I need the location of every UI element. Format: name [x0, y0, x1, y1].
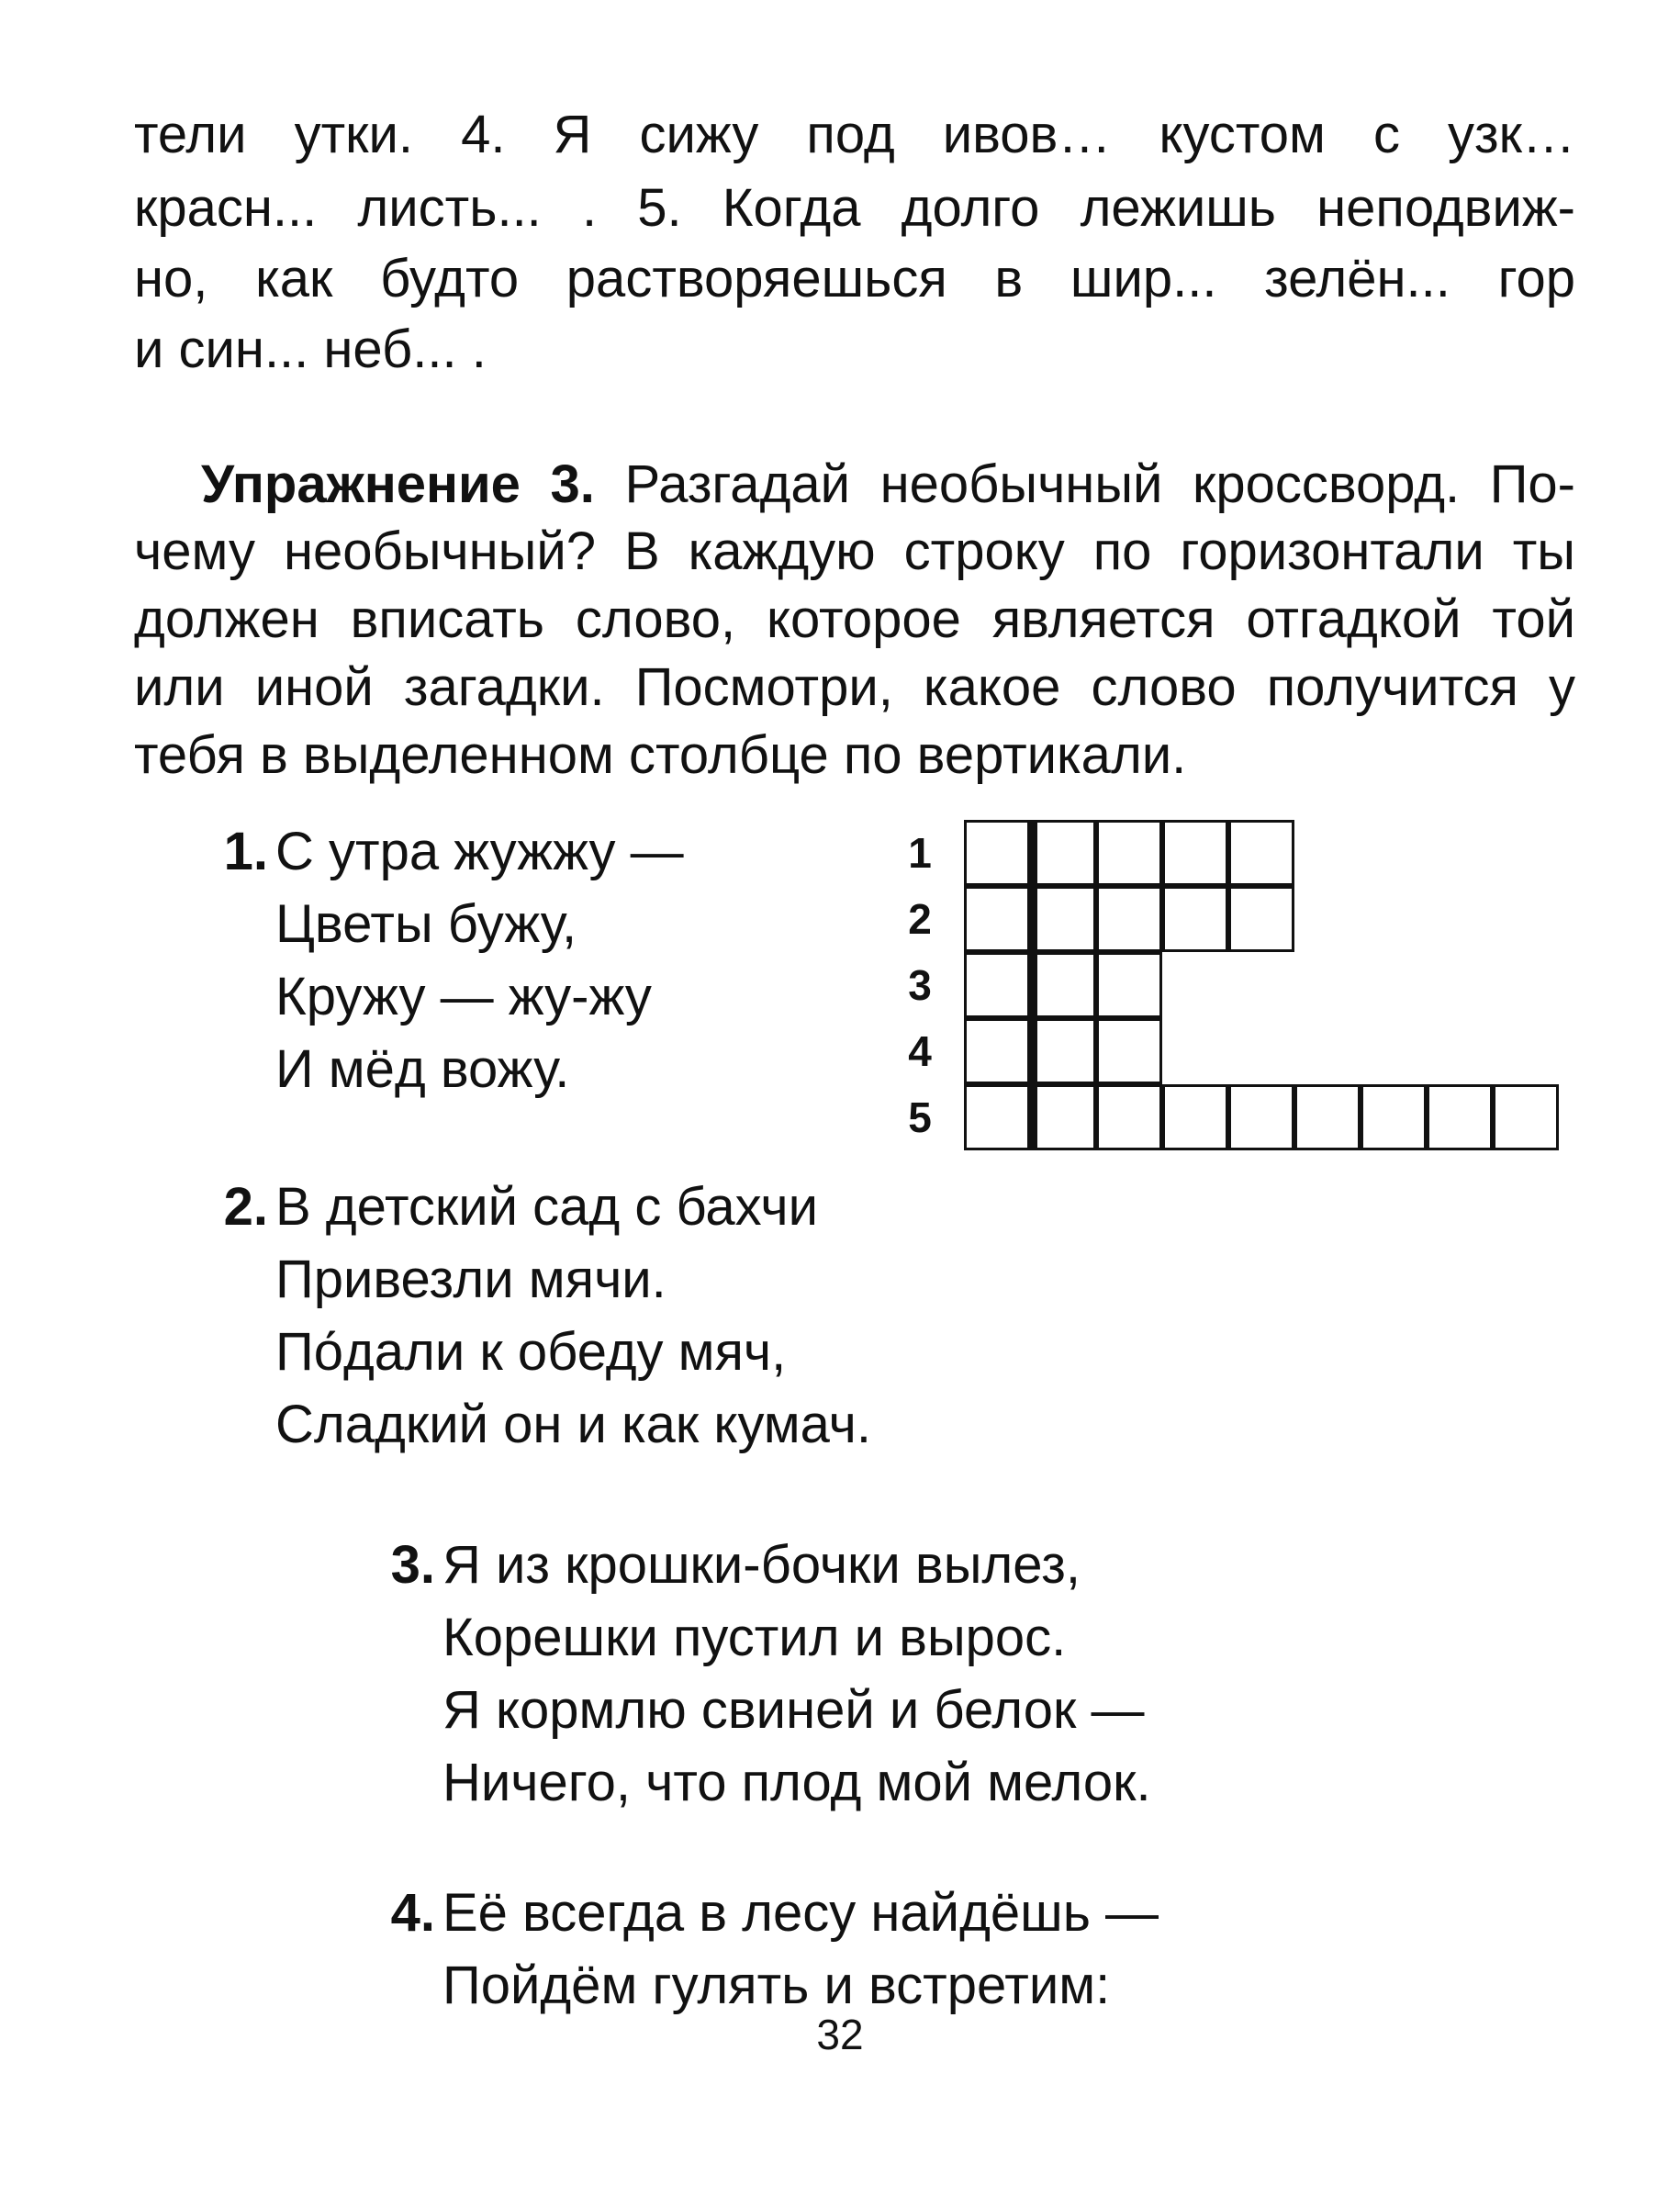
- exercise-line-2: чему необычный? В каждую строку по горизонтали ты: [134, 521, 1575, 581]
- exercise-line-4: или иной загадки. Посмотри, какое слово получится у: [134, 657, 1575, 717]
- riddle-number: 4.: [390, 1883, 435, 1943]
- riddle-line: С утра жужжу —: [275, 822, 684, 881]
- crossword-cell: [964, 820, 1030, 886]
- crossword-cell: [1030, 1018, 1096, 1084]
- crossword-cell: [1162, 820, 1228, 886]
- crossword-cell: [964, 886, 1030, 952]
- crossword-cell: [1096, 1084, 1162, 1150]
- exercise-line-3: должен вписать слово, которое является отгадкой той: [134, 589, 1575, 649]
- page-number: 32: [816, 2011, 864, 2058]
- crossword-cell: [1228, 1084, 1294, 1150]
- crossword-row-number: 3: [908, 961, 932, 1009]
- riddle-line: Пойдём гулять и встретим:: [442, 1956, 1111, 2015]
- crossword-row-number: 2: [908, 895, 932, 943]
- exercise-line-1-text: Разгадай необычный кроссворд. По-: [624, 454, 1575, 514]
- riddle-line: По́дали к обеду мяч,: [275, 1322, 787, 1382]
- crossword-cell: [1096, 886, 1162, 952]
- crossword-cell: [1493, 1084, 1559, 1150]
- riddle-number: 2.: [223, 1177, 268, 1237]
- crossword-row-number: 1: [908, 829, 932, 877]
- riddle-line: Ничего, что плод мой мелок.: [442, 1753, 1151, 1812]
- riddle-number: 3.: [390, 1535, 435, 1595]
- riddle-3: [390, 1529, 1151, 1819]
- crossword-cell: [1030, 886, 1096, 952]
- crossword-cell: [1030, 820, 1096, 886]
- riddle-4: [390, 1877, 1159, 2022]
- crossword-row-number: 4: [908, 1027, 932, 1075]
- crossword-cell: [1096, 820, 1162, 886]
- crossword-cell: [1228, 886, 1294, 952]
- exercise-line-1: [201, 450, 1575, 520]
- riddle-line: Её всегда в лесу найдёшь —: [442, 1883, 1159, 1943]
- crossword-cell: [964, 1084, 1030, 1150]
- crossword-cell: [1096, 1018, 1162, 1084]
- riddle-line: Сладкий он и как кумач.: [275, 1395, 871, 1454]
- riddle-line: Кружу — жу-жу: [275, 967, 652, 1026]
- riddle-line: И мёд вожу.: [275, 1039, 570, 1099]
- crossword-cell: [1228, 820, 1294, 886]
- intro-line-2: красн... листь... . 5. Когда долго лежишь неподвиж-: [134, 178, 1575, 238]
- exercise-line-5: тебя в выделенном столбце по вертикали.: [134, 725, 1187, 785]
- crossword-cell: [1096, 952, 1162, 1018]
- riddle-line: Я кормлю свиней и белок —: [442, 1680, 1145, 1740]
- riddle-line: Я из крошки-бочки вылез,: [442, 1535, 1081, 1595]
- riddle-line: Привезли мячи.: [275, 1250, 666, 1309]
- riddle-2: [223, 1171, 871, 1461]
- exercise-title: Упражнение 3.: [201, 454, 595, 514]
- riddle-line: В детский сад с бахчи: [275, 1177, 818, 1237]
- crossword-cell: [1162, 1084, 1228, 1150]
- riddle-number: 1.: [223, 822, 268, 881]
- riddle-line: Цветы бужу,: [275, 894, 577, 954]
- crossword-cell: [964, 952, 1030, 1018]
- crossword-cell: [1030, 1084, 1096, 1150]
- crossword-cell: [1162, 886, 1228, 952]
- intro-line-1: тели утки. 4. Я сижу под ивов… кустом с узк…: [134, 105, 1575, 164]
- crossword-cell: [1427, 1084, 1493, 1150]
- intro-line-3: но, как будто растворяешься в шир... зелён... гор: [134, 249, 1575, 308]
- crossword-highlighted-column: [1030, 820, 1037, 1150]
- crossword-cell: [1361, 1084, 1427, 1150]
- riddle-1: [223, 815, 684, 1105]
- crossword-cell: [964, 1018, 1030, 1084]
- intro-line-4: и син... неб... .: [134, 319, 487, 379]
- crossword-cell: [1030, 952, 1096, 1018]
- crossword-row-number: 5: [908, 1093, 932, 1141]
- crossword-cell: [1294, 1084, 1361, 1150]
- riddle-line: Корешки пустил и вырос.: [442, 1608, 1067, 1667]
